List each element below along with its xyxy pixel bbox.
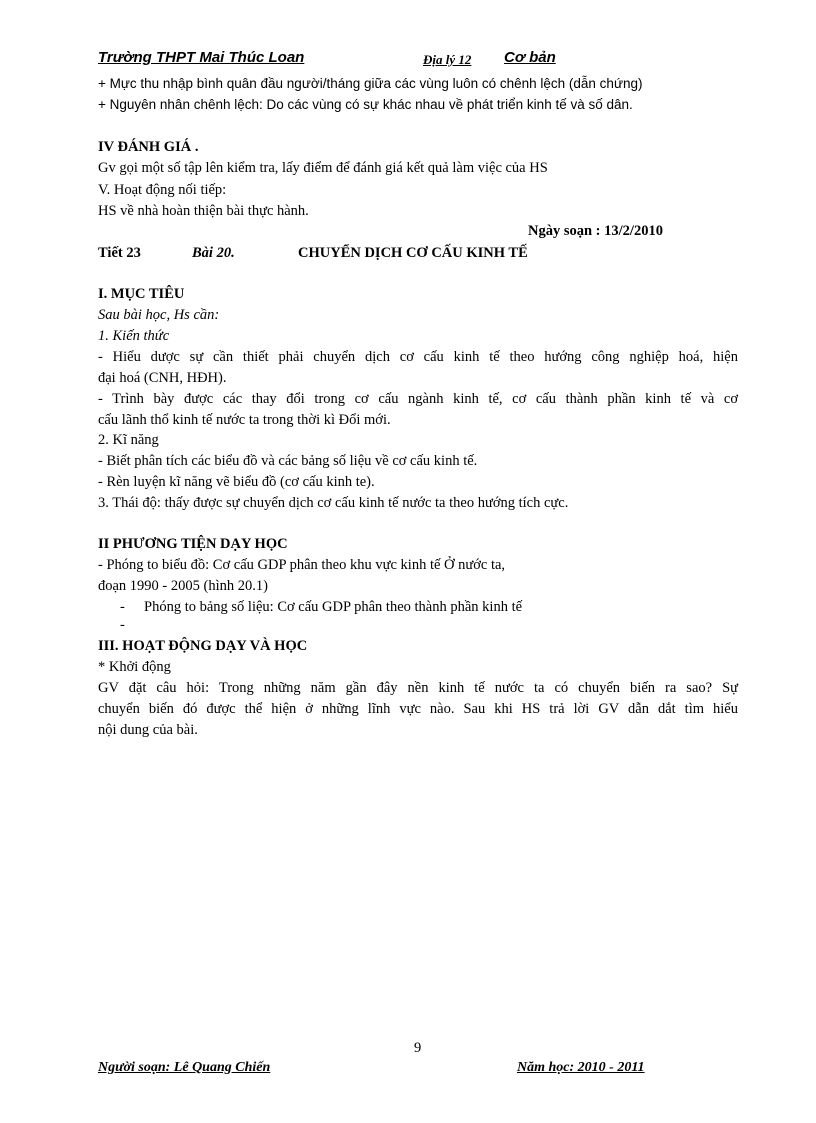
activities-start: * Khởi động bbox=[98, 659, 171, 675]
lesson-title: CHUYỂN DỊCH CƠ CẤU KINH TẾ bbox=[298, 245, 528, 261]
prep-date-label: Ngày soạn : bbox=[528, 223, 601, 239]
skills-heading: 2. Kĩ năng bbox=[98, 432, 159, 448]
footer-year: Năm học: 2010 - 2011 bbox=[517, 1060, 645, 1075]
skill-item-2: - Rèn luyện kĩ năng vẽ biểu đồ (cơ cấu kinh te). bbox=[98, 474, 375, 490]
knowledge-item-2a: - Trình bày được các thay đổi trong cơ cấu ngành kinh tế, cơ cấu thành phần kinh tế và cơ bbox=[98, 391, 738, 407]
objectives-heading: I. MỤC TIÊU bbox=[98, 286, 185, 302]
knowledge-item-1b: đại hoá (CNH, HĐH). bbox=[98, 370, 227, 386]
activities-heading: III. HOẠT ĐỘNG DẠY VÀ HỌC bbox=[98, 638, 308, 654]
materials-line-1: - Phóng to biểu đồ: Cơ cấu GDP phân theo khu vực kinh tế Ở nước ta, bbox=[98, 557, 506, 573]
activities-text-1: GV đặt câu hỏi: Trong những năm gần đây nền kinh tế nước ta có chuyển biến ra sao? Sự bbox=[98, 680, 738, 696]
followup-heading: V. Hoạt động nối tiếp: bbox=[98, 182, 227, 198]
bullet-dash: - bbox=[120, 599, 125, 615]
materials-heading: II PHƯƠNG TIỆN DẠY HỌC bbox=[98, 536, 288, 552]
materials-bullet-2: - bbox=[120, 617, 125, 633]
prep-date-value: 13/2/2010 bbox=[604, 223, 663, 239]
materials-bullet-1 bbox=[120, 597, 522, 617]
knowledge-item-2b: cấu lãnh thổ kinh tế nước ta trong thời kì Đổi mới. bbox=[98, 412, 391, 428]
page-number: 9 bbox=[414, 1040, 422, 1056]
lesson-period: Tiết 23 bbox=[98, 245, 141, 261]
knowledge-heading: 1. Kiến thức bbox=[98, 328, 170, 344]
intro-line-1: + Mực thu nhập bình quân đầu người/tháng giữa các vùng luôn có chênh lệch (dẫn chứng) bbox=[98, 76, 643, 91]
evaluation-text: Gv gọi một số tập lên kiểm tra, lấy điểm để đánh giá kết quả làm việc của HS bbox=[98, 160, 548, 176]
lesson-number: Bài 20. bbox=[192, 245, 235, 261]
attitude-text: 3. Thái độ: thấy được sự chuyển dịch cơ cấu kinh tế nước ta theo hướng tích cực. bbox=[98, 495, 569, 511]
materials-bullet-1-text: Phóng to bảng số liệu: Cơ cấu GDP phân theo thành phần kinh tế bbox=[144, 599, 523, 615]
activities-text-2: chuyển biến đó được thể hiện ở những lĩnh vực nào. Sau khi HS trả lời GV dẫn dắt tìm hiểu bbox=[98, 701, 738, 717]
activities-text-3: nội dung của bài. bbox=[98, 722, 198, 738]
skill-item-1: - Biết phân tích các biểu đồ và các bảng số liệu về cơ cấu kinh tế. bbox=[98, 453, 478, 469]
footer-author: Người soạn: Lê Quang Chiến bbox=[98, 1060, 271, 1075]
subject-level: Cơ bản bbox=[504, 49, 556, 66]
subject-name: Địa lý 12 bbox=[423, 52, 472, 67]
knowledge-item-1a: - Hiểu dược sự cần thiết phải chuyển dịch cơ cấu kinh tế theo hướng công nghiệp hoá, hiện bbox=[98, 349, 738, 365]
followup-text: HS về nhà hoàn thiện bài thực hành. bbox=[98, 203, 309, 219]
evaluation-heading: IV ĐÁNH GIÁ . bbox=[98, 139, 199, 155]
prep-date bbox=[528, 221, 663, 241]
school-name: Trường THPT Mai Thúc Loan bbox=[98, 49, 305, 66]
intro-line-2: + Nguyên nhân chênh lệch: Do các vùng có sự khác nhau về phát triển kinh tế và số dân. bbox=[98, 97, 633, 112]
objectives-intro: Sau bài học, Hs cần: bbox=[98, 307, 220, 323]
materials-line-2: đoạn 1990 - 2005 (hình 20.1) bbox=[98, 578, 268, 594]
